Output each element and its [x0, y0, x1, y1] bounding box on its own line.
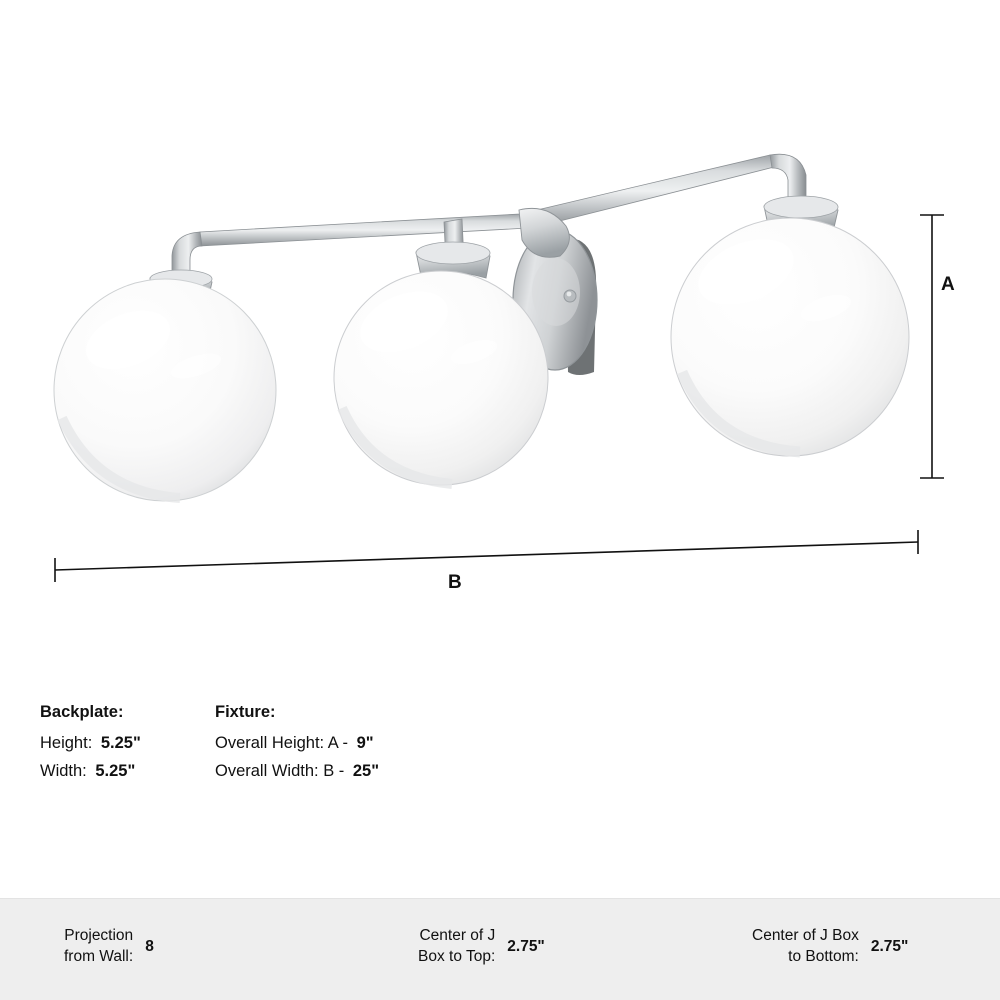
backplate-height-label: Height:: [40, 734, 93, 752]
center-top-label: [418, 925, 495, 967]
fixture-width-row: [215, 757, 379, 785]
dimension-label-a: A: [941, 274, 956, 295]
backplate-width-row: [40, 757, 215, 785]
fixture-width-label: Overall Width: B -: [215, 762, 345, 780]
projection-value: 8: [145, 937, 154, 955]
fixture-height-label: Overall Height: A -: [215, 734, 348, 752]
fixture-width-value: 25": [352, 762, 380, 780]
backplate-width-value: 5.25": [95, 762, 136, 780]
backplate-specs: [40, 698, 215, 785]
projection-label: [64, 925, 133, 967]
center-of-j-box-to-bottom: [752, 925, 908, 967]
dimension-line-a: [920, 215, 944, 478]
fixture-height-value: 9": [356, 734, 374, 752]
center-bottom-label-line1: Center of J Box: [752, 927, 859, 944]
center-of-j-box-to-top: [418, 925, 545, 967]
globe-right: [671, 196, 909, 456]
center-top-value: 2.75": [507, 937, 545, 955]
center-bottom-label: [752, 925, 859, 967]
backplate-width-label: Width:: [40, 762, 87, 780]
center-bottom-value: 2.75": [870, 937, 909, 955]
backplate-height-value: 5.25": [100, 734, 141, 752]
projection-label-line2: from Wall:: [64, 948, 134, 965]
specifications: [40, 698, 379, 785]
fixture-title: Fixture:: [215, 703, 276, 721]
backplate-height-row: [40, 729, 215, 757]
dimension-label-b: B: [448, 572, 463, 593]
fixture-height-row: [215, 729, 379, 757]
projection-from-wall: [64, 925, 154, 967]
fixture-specs: [215, 698, 379, 785]
dimension-line-b: [55, 530, 918, 582]
globe-left: [54, 270, 276, 501]
backplate-title: Backplate:: [40, 703, 124, 721]
center-bottom-label-line2: to Bottom:: [788, 948, 859, 965]
projection-label-line1: Projection: [64, 927, 134, 944]
measurements-footer: [0, 898, 1000, 1000]
center-top-label-line1: Center of J: [419, 927, 496, 944]
center-top-label-line2: Box to Top:: [418, 948, 496, 965]
